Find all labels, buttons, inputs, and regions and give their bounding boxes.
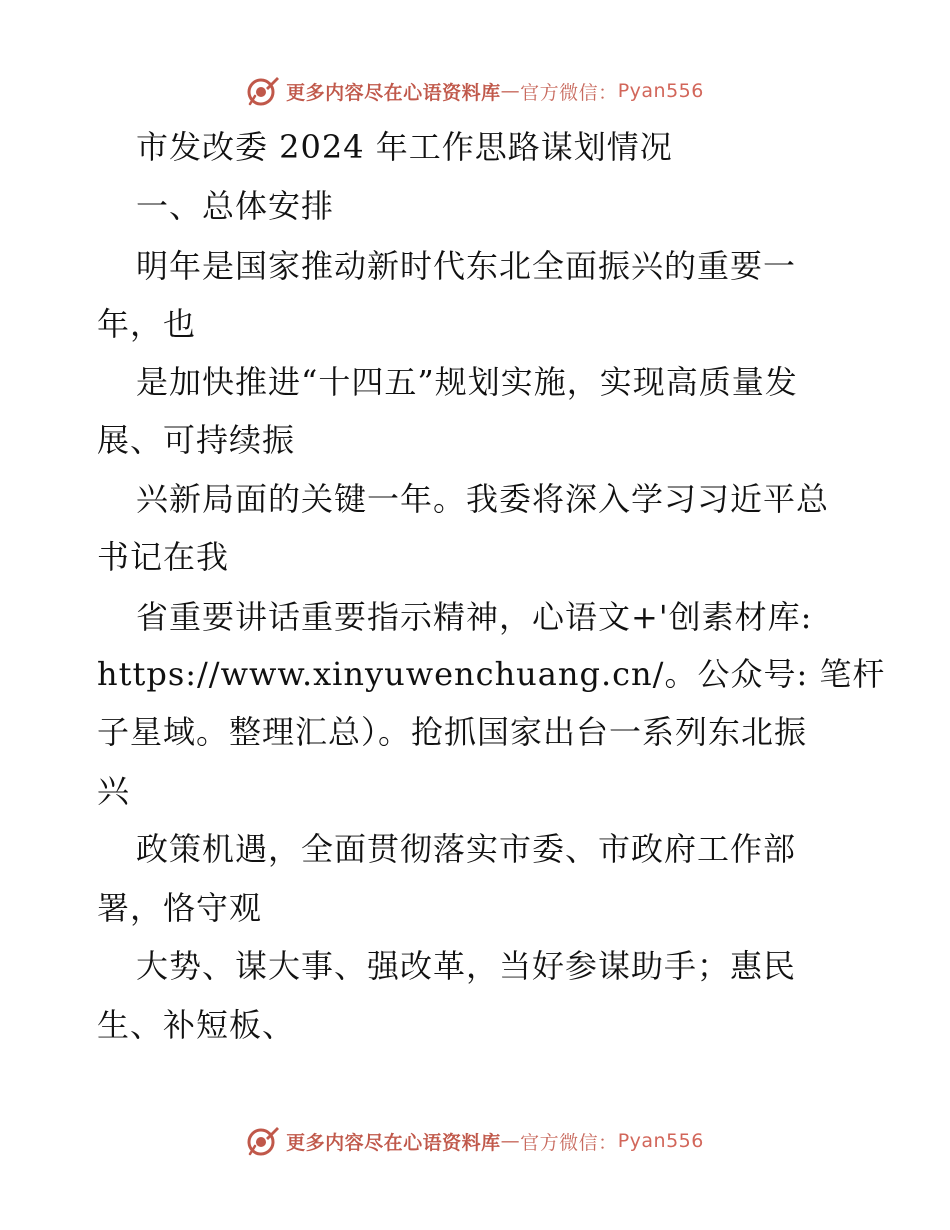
quill-seal-icon xyxy=(246,1124,280,1158)
paragraph-line: 是加快推进“十四五”规划实施，实现高质量发 xyxy=(136,363,798,401)
banner-wechat-id: Pyan556 xyxy=(617,80,704,102)
banner-brand-text: 更多内容尽在心语资料库 xyxy=(286,1131,501,1154)
paragraph-line: 子星域。整理汇总）。抢抓国家出台一系列东北振 xyxy=(97,713,808,751)
section-heading: 一、总体安排 xyxy=(136,187,335,225)
footer-banner xyxy=(0,1121,950,1161)
paragraph-line: 大势、谋大事、强改革，当好参谋助手；惠民 xyxy=(136,947,797,985)
document-title: 市发改委 2024 年工作思路谋划情况 xyxy=(136,128,673,166)
banner-contact-label: 官方微信： xyxy=(520,81,618,104)
banner-contact-label: 官方微信： xyxy=(520,1131,618,1154)
paragraph-line: 兴新局面的关键一年。我委将深入学习习近平总 xyxy=(136,480,830,518)
paragraph-line: 年，也 xyxy=(97,305,197,343)
paragraph-line: 生、补短板、 xyxy=(97,1006,296,1044)
banner-wechat-id: Pyan556 xyxy=(617,1130,704,1152)
banner-separator: — xyxy=(500,80,521,102)
paragraph-line: 政策机遇，全面贯彻落实市委、市政府工作部 xyxy=(136,830,797,868)
paragraph-line: 省重要讲话重要指示精神，心语文+'创素材库: xyxy=(136,598,813,636)
banner-separator: — xyxy=(500,1130,521,1152)
paragraph-line: 展、可持续振 xyxy=(97,421,296,459)
header-banner xyxy=(0,71,950,111)
banner-brand-text: 更多内容尽在心语资料库 xyxy=(286,81,501,104)
paragraph-line: 兴 xyxy=(97,772,131,810)
quill-seal-icon xyxy=(246,74,280,108)
paragraph-line: 书记在我 xyxy=(97,538,230,576)
paragraph-line: 明年是国家推动新时代东北全面振兴的重要一 xyxy=(136,247,797,285)
paragraph-line: 署，恪守观 xyxy=(97,889,263,927)
paragraph-line: https://www.xinyuwenchuang.cn/。公众号: 笔杆 xyxy=(97,655,886,693)
